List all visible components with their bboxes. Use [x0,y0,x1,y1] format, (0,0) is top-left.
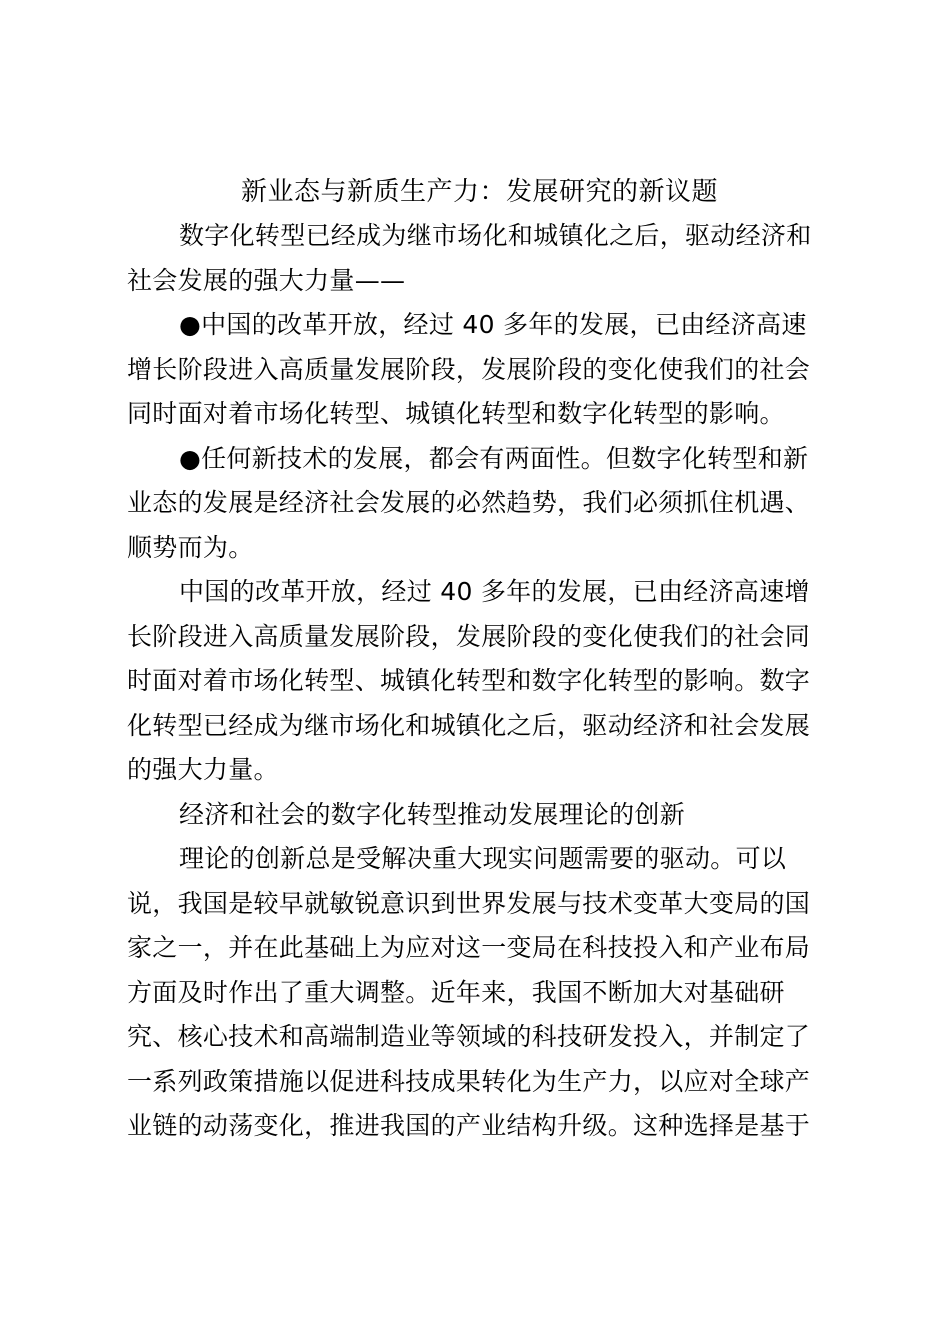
document-title: 新业态与新质生产力：发展研究的新议题 [240,177,718,207]
paragraph-intro: 数字化转型已经成为继市场化和城镇化之后，驱动经济和社会发展的强大力量—— [127,221,812,295]
paragraph-body-2: 理论的创新总是受解决重大现实问题需要的驱动。可以说，我国是较早就敏锐意识到世界发展与技术变革大变局的国家之一，并在此基础上为应对这一变局在科技投入和产业布局方面及时作出了重大调整。近年来，我国不断加大对基础研究、核心技术和高端制造业等领域的科技研发投入，并制定了一系列政策措施以促进科技成果转化为生产力，以应对全球产业链的动荡变化，推进我国的产业结构升级。这种选择是基于 [127,844,811,1140]
paragraph-bullet-1: ●中国的改革开放，经过 40 多年的发展，已由经济高速增长阶段进入高质量发展阶段，发展阶段的变化使我们的社会同时面对着市场化转型、城镇化转型和数字化转型的影响。 [127,310,811,428]
section-heading: 经济和社会的数字化转型推动发展理论的创新 [179,799,686,829]
document-page [127,170,827,1149]
paragraph-body-1: 中国的改革开放，经过 40 多年的发展，已由经济高速增长阶段进入高质量发展阶段，发展阶段的变化使我们的社会同时面对着市场化转型、城镇化转型和数字化转型的影响。数字化转型已经成为继市场化和城镇化之后，驱动经济和社会发展的强大力量。 [127,577,811,784]
paragraph-bullet-2: ●任何新技术的发展，都会有两面性。但数字化转型和新业态的发展是经济社会发展的必然趋势，我们必须抓住机遇、顺势而为。 [127,443,811,562]
